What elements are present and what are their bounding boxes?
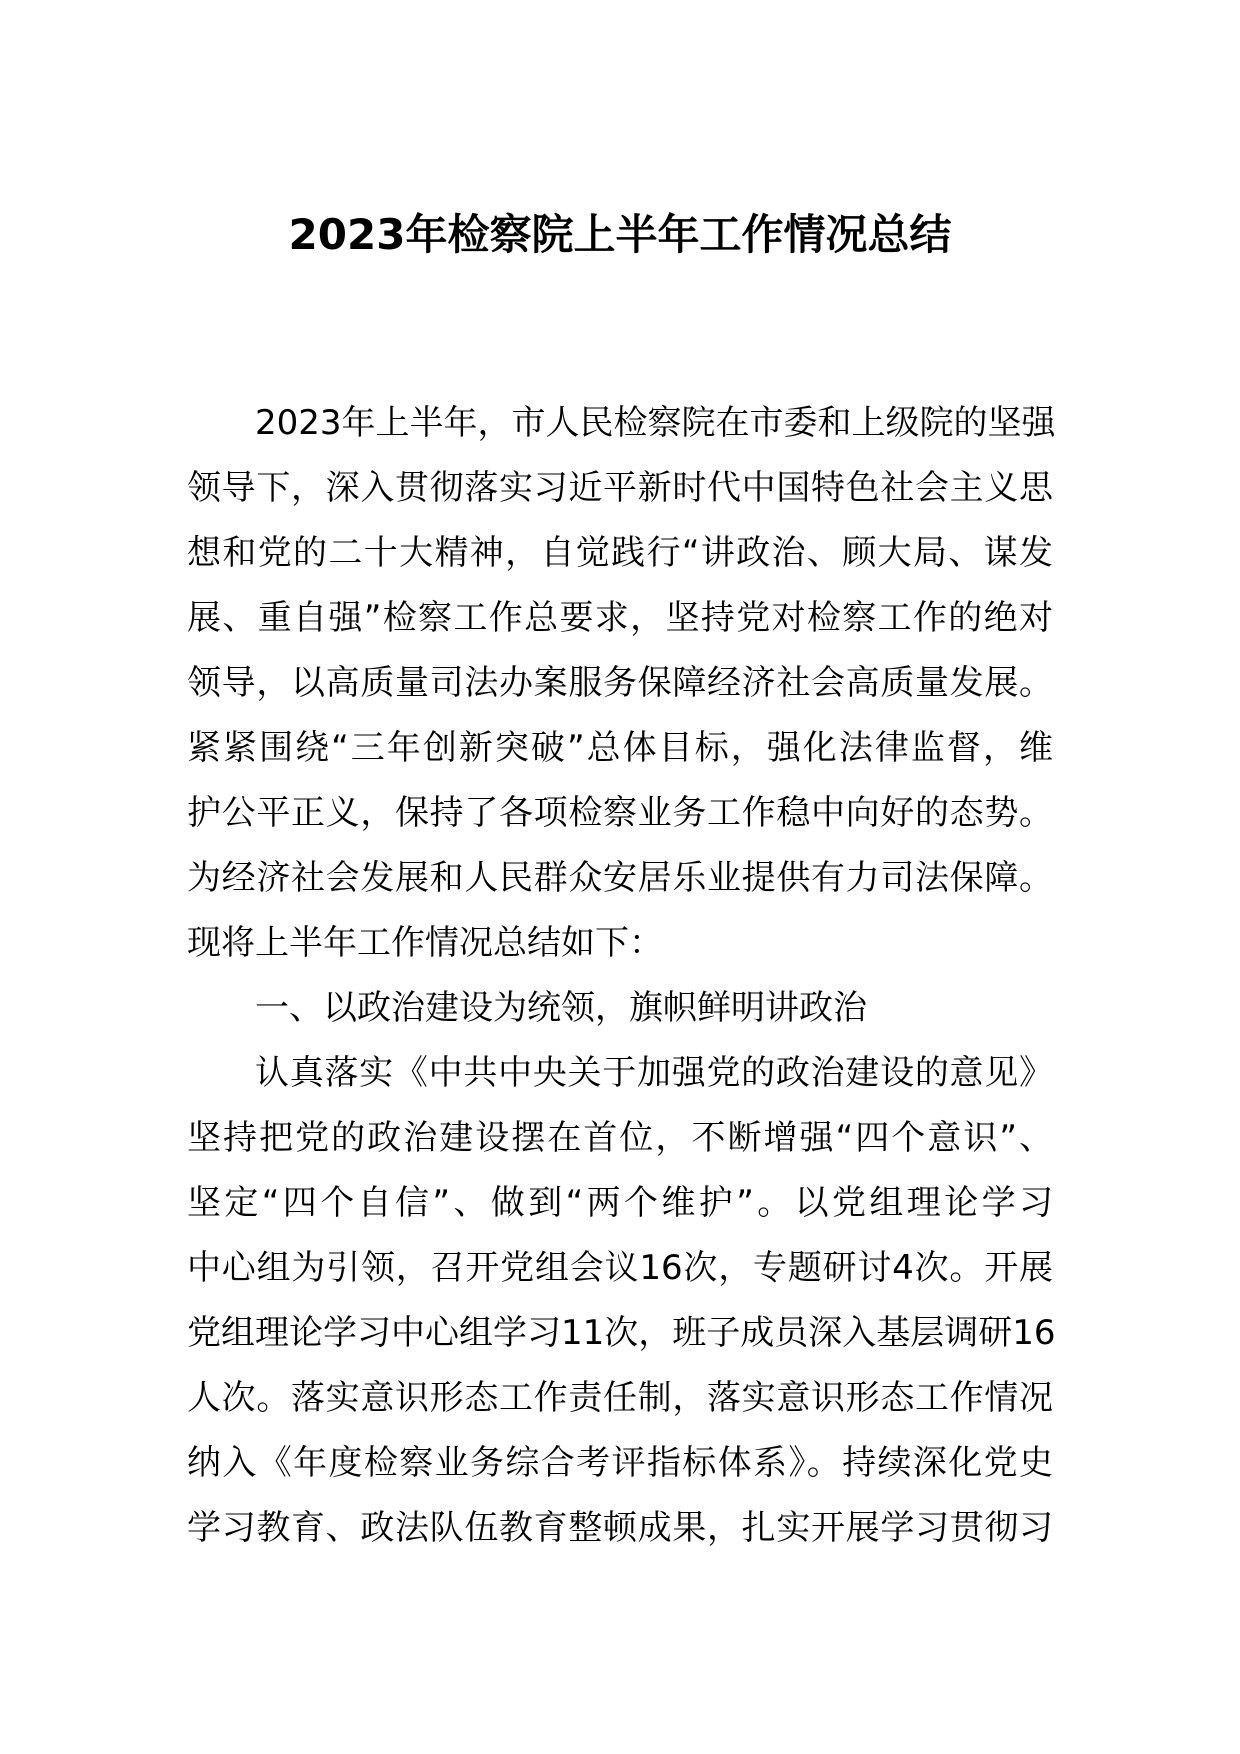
paragraph-line: 现将上半年工作情况总结如下： bbox=[187, 923, 663, 963]
paragraph-line: 学习教育、政法队伍教育整顿成果，扎实开展学习贯彻习 bbox=[187, 1508, 1053, 1548]
document-body bbox=[187, 391, 1056, 1561]
paragraph-line: 2023年上半年，市人民检察院在市委和上级院的坚强 bbox=[255, 403, 1056, 443]
paragraph-line: 领导，以高质量司法办案服务保障经济社会高质量发展。 bbox=[187, 663, 1053, 703]
paragraph-line: 紧紧围绕“三年创新突破”总体目标，强化法律监督，维 bbox=[187, 728, 1053, 768]
paragraph-line: 想和党的二十大精神，自觉践行“讲政治、顾大局、谋发 bbox=[187, 533, 1053, 573]
paragraph-line: 认真落实《中共中央关于加强党的政治建设的意见》 bbox=[255, 1053, 1053, 1093]
document-title: 2023年检察院上半年工作情况总结 bbox=[288, 210, 952, 259]
paragraph-line: 中心组为引领，召开党组会议16次，专题研讨4次。开展 bbox=[187, 1248, 1053, 1288]
paragraph-line: 为经济社会发展和人民群众安居乐业提供有力司法保障。 bbox=[187, 858, 1053, 898]
paragraph-line: 党组理论学习中心组学习11次，班子成员深入基层调研16 bbox=[187, 1313, 1056, 1353]
paragraph-line: 领导下，深入贯彻落实习近平新时代中国特色社会主义思 bbox=[187, 468, 1053, 508]
paragraph-line: 纳入《年度检察业务综合考评指标体系》。持续深化党史 bbox=[187, 1443, 1053, 1483]
paragraph-line: 护公平正义，保持了各项检察业务工作稳中向好的态势。 bbox=[187, 793, 1053, 833]
paragraph-line: 坚定“四个自信”、做到“两个维护”。以党组理论学习 bbox=[187, 1183, 1053, 1223]
paragraph-line: 展、重自强”检察工作总要求，坚持党对检察工作的绝对 bbox=[187, 598, 1053, 638]
paragraph-line: 人次。落实意识形态工作责任制，落实意识形态工作情况 bbox=[187, 1378, 1053, 1418]
paragraph-line: 坚持把党的政治建设摆在首位，不断增强“四个意识”、 bbox=[187, 1118, 1053, 1158]
section-heading: 一、以政治建设为统领，旗帜鲜明讲政治 bbox=[255, 988, 867, 1028]
